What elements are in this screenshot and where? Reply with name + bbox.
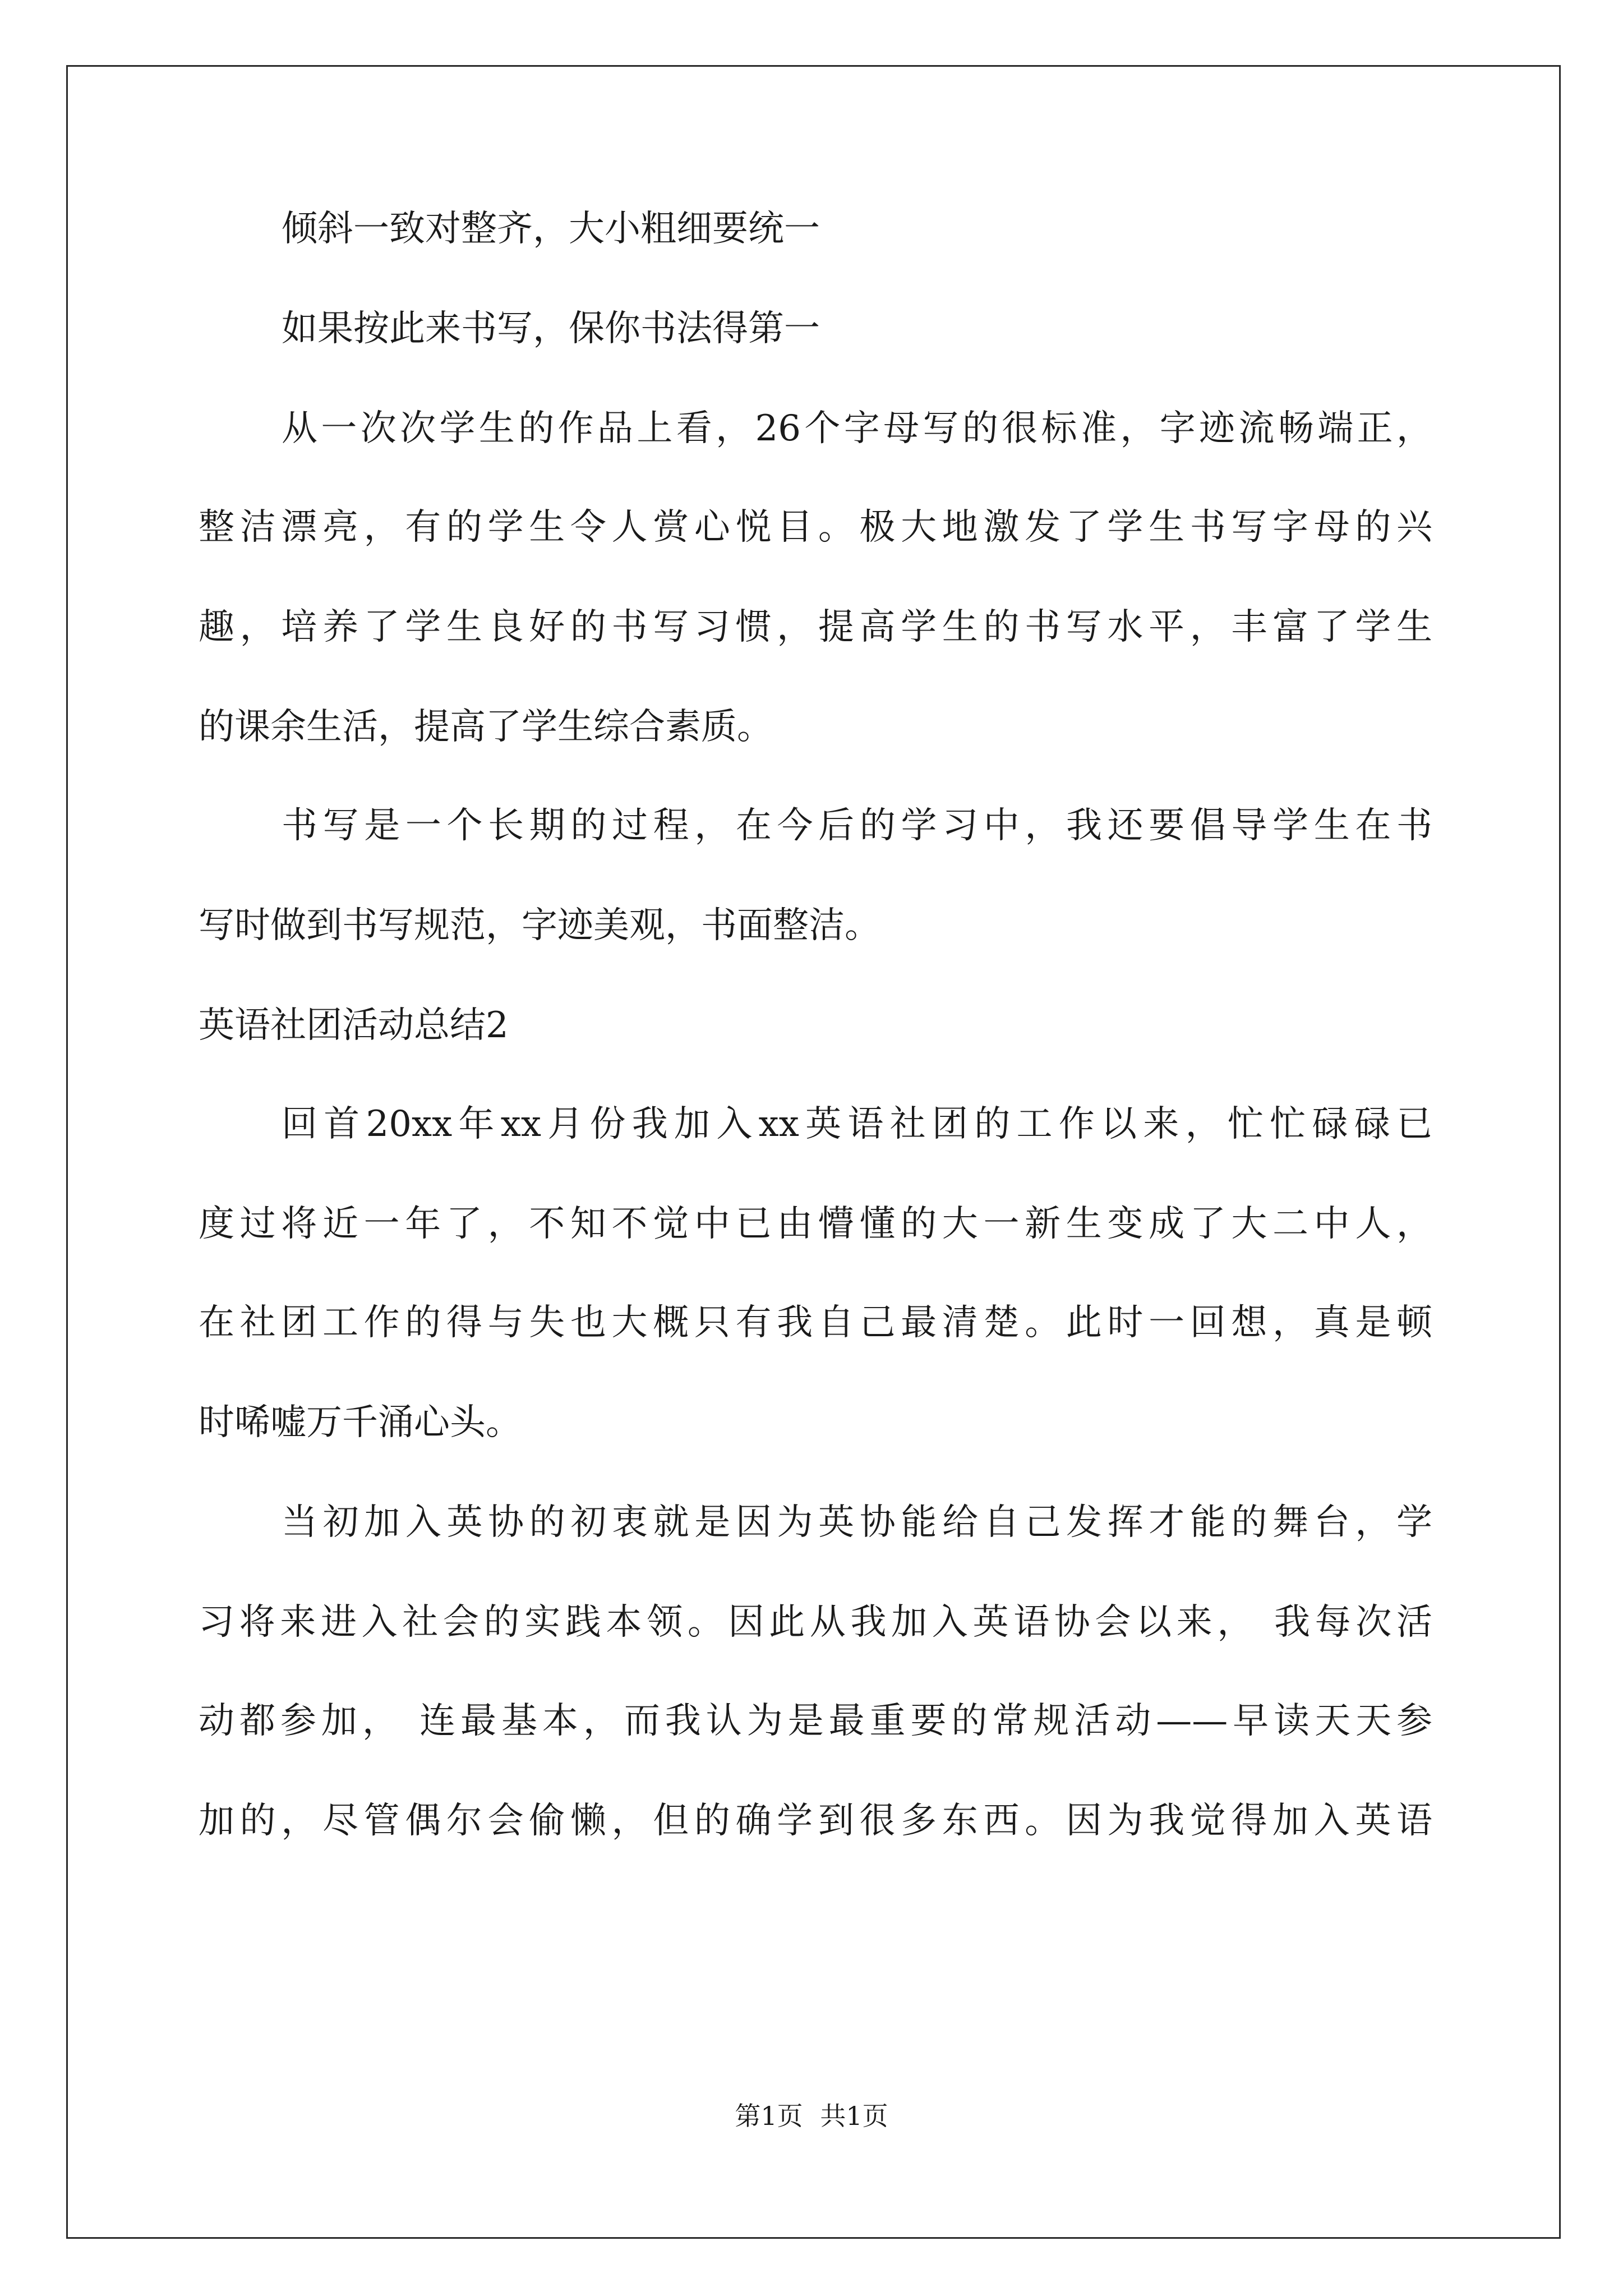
paragraph-line: 当初加入英协的初衷就是因为英协能给自己发挥才能的舞台，学: [282, 1502, 1432, 1543]
paragraph-line: 写时做到书写规范，字迹美观，书面整洁。: [199, 905, 880, 946]
paragraph-line: 书写是一个长期的过程，在今后的学习中，我还要倡导学生在书: [282, 805, 1432, 846]
page-total: 共1页: [820, 2101, 888, 2131]
paragraph-line: 度过将近一年了，不知不觉中已由懵懂的大一新生变成了大二中人，: [199, 1203, 1432, 1245]
page-number: 第1页: [735, 2101, 803, 2131]
section-heading: 英语社团活动总结2: [199, 1005, 509, 1046]
verse-line-1: 倾斜一致对整齐，大小粗细要统一: [282, 208, 820, 250]
paragraph-line: 从一次次学生的作品上看，26个字母写的很标准，字迹流畅端正，: [282, 408, 1432, 449]
page-border: [66, 65, 1561, 2239]
paragraph-line: 在社团工作的得与失也大概只有我自己最清楚。此时一回想，真是顿: [199, 1302, 1432, 1343]
page-footer: [0, 2099, 1623, 2133]
paragraph-line: 的课余生活，提高了学生综合素质。: [199, 706, 773, 748]
paragraph-line: 习将来进入社会的实践本领。因此从我加入英语协会以来， 我每次活: [199, 1602, 1432, 1643]
paragraph-line: 加的，尽管偶尔会偷懒，但的确学到很多东西。因为我觉得加入英语: [199, 1800, 1432, 1842]
paragraph-line: 动都参加， 连最基本，而我认为是最重要的常规活动——早读天天参: [199, 1700, 1432, 1742]
paragraph-line: 回首20xx年xx月份我加入xx英语社团的工作以来，忙忙碌碌已: [282, 1103, 1432, 1145]
paragraph-line: 时唏嘘万千涌心头。: [199, 1402, 522, 1443]
verse-line-2: 如果按此来书写，保你书法得第一: [282, 308, 820, 349]
paragraph-line: 整洁漂亮，有的学生令人赏心悦目。极大地激发了学生书写字母的兴: [199, 507, 1432, 548]
paragraph-line: 趣，培养了学生良好的书写习惯，提高学生的书写水平，丰富了学生: [199, 606, 1432, 648]
